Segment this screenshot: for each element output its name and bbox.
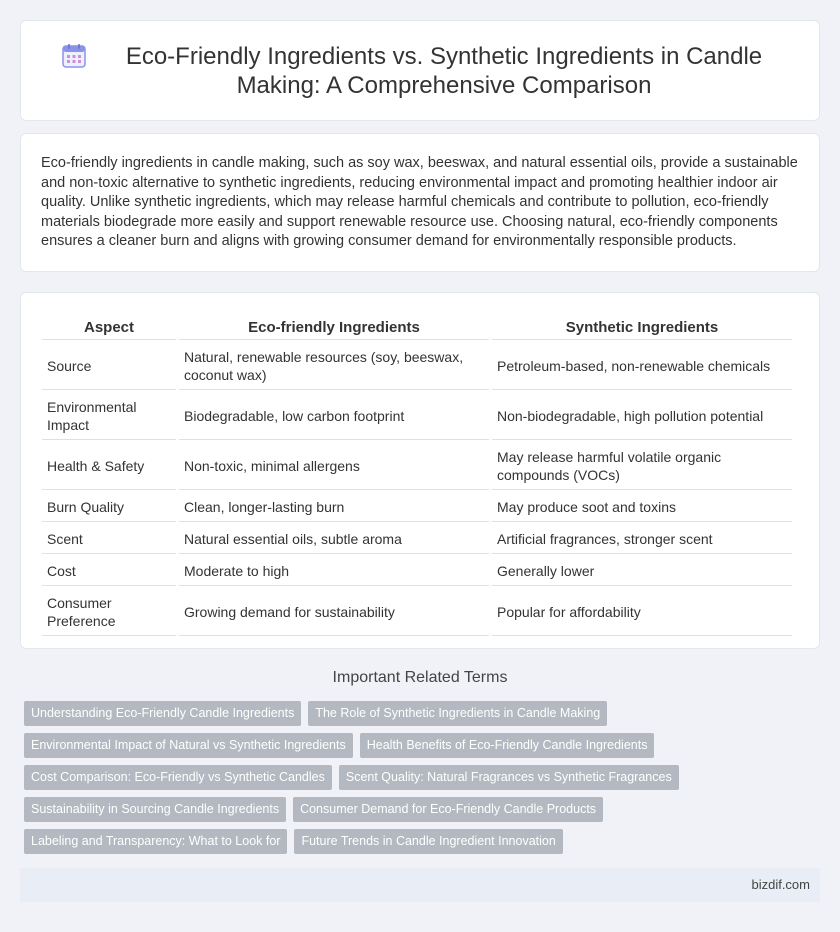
- table-row: [42, 442, 792, 490]
- table-cell-eco: Natural essential oils, subtle aroma: [179, 524, 489, 554]
- table-header-row: [42, 313, 792, 340]
- intro-card: [20, 133, 820, 272]
- table-cell-aspect: Consumer Preference: [42, 588, 176, 636]
- table-cell-aspect: Burn Quality: [42, 492, 176, 522]
- related-term-tag[interactable]: Labeling and Transparency: What to Look for: [24, 829, 287, 854]
- table-row: [42, 588, 792, 636]
- table-cell-eco: Non-toxic, minimal allergens: [179, 442, 489, 490]
- related-term-tag[interactable]: Environmental Impact of Natural vs Synthetic Ingredients: [24, 733, 353, 758]
- table-row: [42, 492, 792, 522]
- column-header-aspect: Aspect: [42, 313, 176, 340]
- table-cell-eco: Moderate to high: [179, 556, 489, 586]
- header-card: [20, 20, 820, 121]
- table-row: [42, 342, 792, 390]
- table-cell-synthetic: May produce soot and toxins: [492, 492, 792, 522]
- related-terms-heading: Important Related Terms: [332, 669, 508, 686]
- table-cell-synthetic: Popular for affordability: [492, 588, 792, 636]
- related-term-tag[interactable]: Sustainability in Sourcing Candle Ingredients: [24, 797, 286, 822]
- table-row: [42, 524, 792, 554]
- related-term-tag[interactable]: Scent Quality: Natural Fragrances vs Synthetic Fragrances: [339, 765, 679, 790]
- column-header-eco: Eco-friendly Ingredients: [179, 313, 489, 340]
- related-term-tag[interactable]: The Role of Synthetic Ingredients in Candle Making: [308, 701, 607, 726]
- related-term-tag[interactable]: Health Benefits of Eco-Friendly Candle Ingredients: [360, 733, 655, 758]
- table-row: [42, 556, 792, 586]
- table-cell-eco: Natural, renewable resources (soy, beeswax, coconut wax): [179, 342, 489, 390]
- table-row: [42, 392, 792, 440]
- page-title: Eco-Friendly Ingredients vs. Synthetic Ingredients in Candle Making: A Comprehensive Comparison: [125, 42, 763, 99]
- footer: [20, 868, 820, 902]
- table-cell-eco: Clean, longer-lasting burn: [179, 492, 489, 522]
- related-term-tag[interactable]: Future Trends in Candle Ingredient Innovation: [294, 829, 562, 854]
- comparison-table-card: [20, 292, 820, 649]
- comparison-table: [39, 311, 795, 638]
- table-cell-synthetic: May release harmful volatile organic compounds (VOCs): [492, 442, 792, 490]
- table-cell-synthetic: Non-biodegradable, high pollution potential: [492, 392, 792, 440]
- table-cell-aspect: Source: [42, 342, 176, 390]
- related-terms-list: [24, 701, 814, 861]
- table-cell-aspect: Cost: [42, 556, 176, 586]
- related-term-tag[interactable]: Cost Comparison: Eco-Friendly vs Synthetic Candles: [24, 765, 332, 790]
- table-cell-aspect: Scent: [42, 524, 176, 554]
- table-cell-aspect: Environmental Impact: [42, 392, 176, 440]
- footer-site-link[interactable]: bizdif.com: [751, 877, 810, 892]
- related-term-tag[interactable]: Consumer Demand for Eco-Friendly Candle Products: [293, 797, 603, 822]
- table-cell-aspect: Health & Safety: [42, 442, 176, 490]
- table-cell-eco: Biodegradable, low carbon footprint: [179, 392, 489, 440]
- related-term-tag[interactable]: Understanding Eco-Friendly Candle Ingredients: [24, 701, 301, 726]
- table-cell-synthetic: Petroleum-based, non-renewable chemicals: [492, 342, 792, 390]
- column-header-synthetic: Synthetic Ingredients: [492, 313, 792, 340]
- calendar-icon: [61, 43, 87, 69]
- table-cell-synthetic: Artificial fragrances, stronger scent: [492, 524, 792, 554]
- table-cell-eco: Growing demand for sustainability: [179, 588, 489, 636]
- intro-paragraph: Eco-friendly ingredients in candle making, such as soy wax, beeswax, and natural essential oils, provide a sustainable and non-toxic alternative to synthetic ingredients, reducing environmental impact and promoting healthier indoor air quality. Unlike synthetic ingredients, which may release harmful chemicals and contribute to pollution, eco-friendly materials biodegrade more easily and support renewable resource use. Choosing natural, eco-friendly components ensures a cleaner burn and aligns with growing consumer demand for environmentally responsible products.: [41, 155, 798, 250]
- table-cell-synthetic: Generally lower: [492, 556, 792, 586]
